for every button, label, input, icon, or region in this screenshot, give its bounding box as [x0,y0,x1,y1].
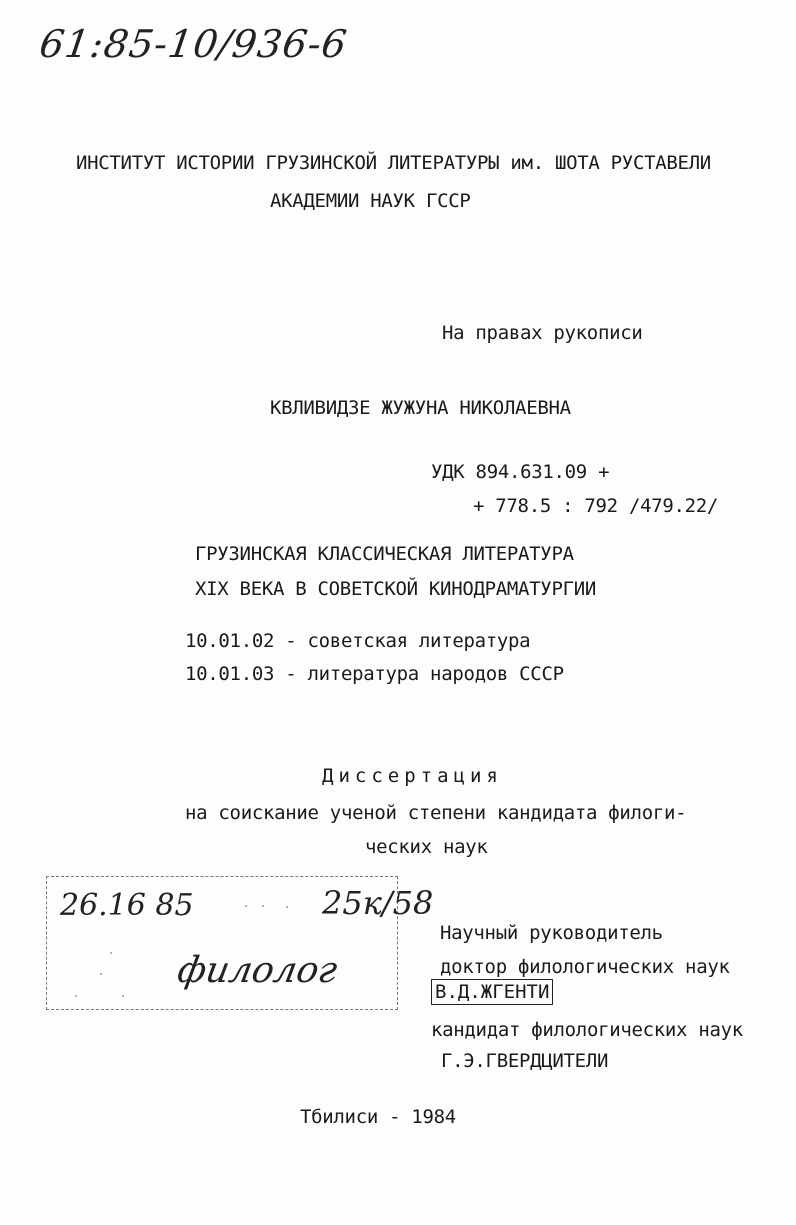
archive-code-handwritten: 61:85-10/936-6 [36,22,351,66]
supervisor-label: Научный руководитель [440,922,663,944]
specialty-1: 10.01.02 - советская литература [185,630,531,652]
stamp-speck [75,995,77,997]
institute-line-1: ИНСТИТУТ ИСТОРИИ ГРУЗИНСКОЙ ЛИТЕРАТУРЫ им. ШОТА РУСТАВЕЛИ [76,152,711,174]
thesis-title-line-2: XIX ВЕКА В СОВЕТСКОЙ КИНОДРАМАТУРГИИ [195,578,597,600]
stamp-speck [245,905,247,907]
stamp-date-handwritten: 26.16 85 [60,888,194,923]
dissertation-heading: Диссертация [322,765,503,787]
supervisor-1-name: В.Д.ЖГЕНТИ [431,979,553,1005]
stamp-speck [110,952,112,954]
stamp-signature-handwritten: филолог [174,950,341,991]
stamp-speck [262,905,264,907]
stamp-speck [286,906,288,908]
dissertation-line-1: на соискание ученой степени кандидата филоги- [185,802,687,824]
author-name: КВЛИВИДЗЕ ЖУЖУНА НИКОЛАЕВНА [270,397,571,419]
udk-line-2: + 778.5 : 792 /479.22/ [473,495,719,517]
institute-line-2: АКАДЕМИИ НАУК ГССР [270,190,471,212]
place-and-year: Тбилиси - 1984 [300,1106,456,1128]
stamp-speck [100,973,102,975]
stamp-number-handwritten: 25к/58 [322,884,434,922]
supervisor-2-name: Г.Э.ГВЕРДЦИТЕЛИ [441,1050,609,1072]
stamp-speck [122,995,124,997]
thesis-title-line-1: ГРУЗИНСКАЯ КЛАССИЧЕСКАЯ ЛИТЕРАТУРА [195,543,574,565]
specialty-2: 10.01.03 - литература народов СССР [185,663,564,685]
supervisor-2-degree: кандидат филологических наук [431,1019,743,1041]
dissertation-line-2: ческих наук [365,836,488,858]
manuscript-rights-note: На правах рукописи [442,322,643,344]
udk-line-1: УДК 894.631.09 + [431,461,610,483]
supervisor-1-degree: доктор филологических наук [440,956,730,978]
